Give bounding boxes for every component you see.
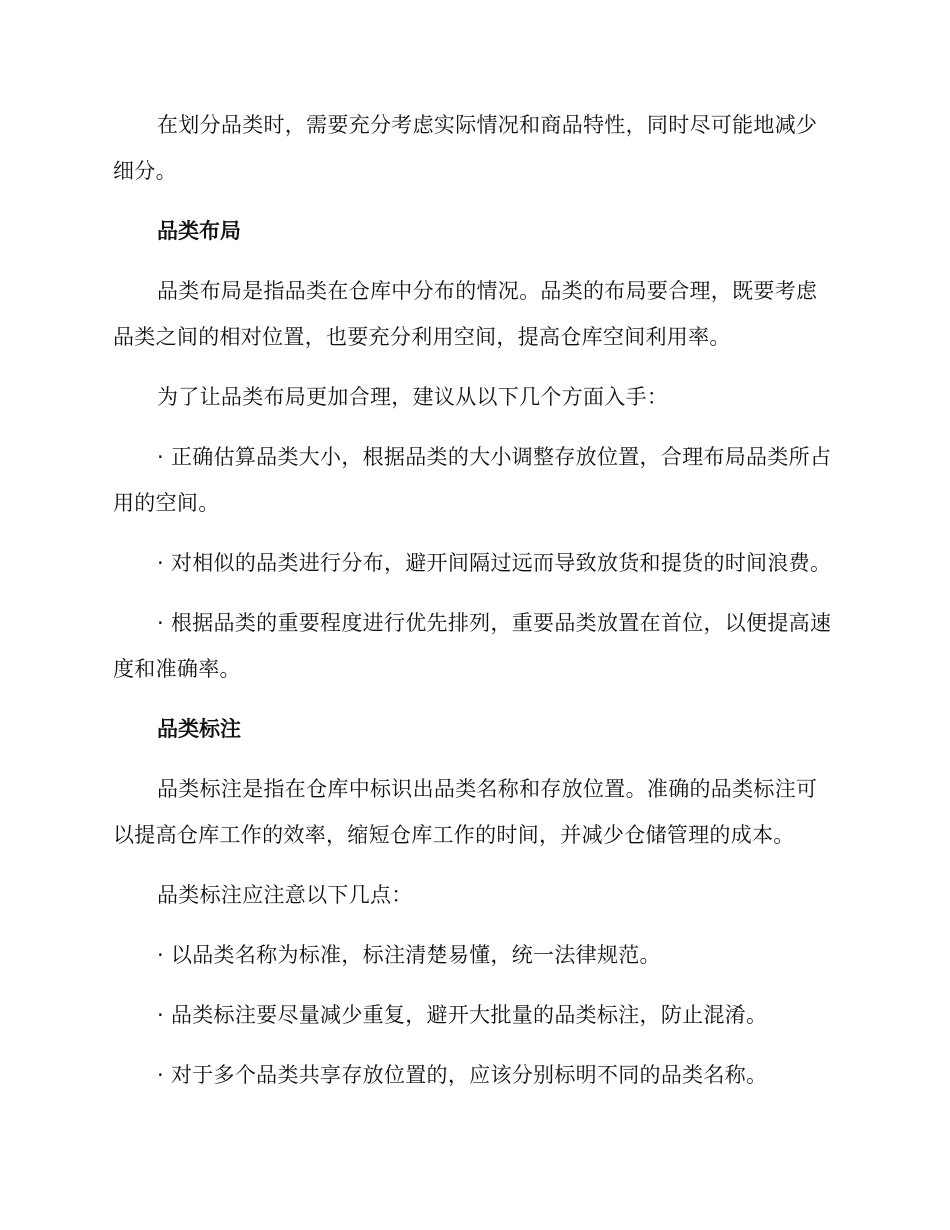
bullet-item: · 以品类名称为标准，标注清楚易懂，统一法律规范。 bbox=[157, 943, 661, 967]
paragraph: 品类标注应注意以下几点： bbox=[157, 883, 413, 907]
paragraph: 在划分品类时，需要充分考虑实际情况和商品特性，同时尽可能地减少细分。 bbox=[113, 113, 818, 183]
bullet-item: · 品类标注要尽量减少重复，避开大批量的品类标注，防止混淆。 bbox=[157, 1003, 768, 1027]
section-heading-category-labeling: 品类标注 bbox=[157, 717, 241, 741]
bullet-item: · 对于多个品类共享存放位置的，应该分别标明不同的品类名称。 bbox=[157, 1063, 768, 1087]
section-heading-category-layout: 品类布局 bbox=[157, 219, 241, 243]
paragraph: 为了让品类布局更加合理，建议从以下几个方面入手： bbox=[157, 385, 669, 409]
bullet-item: · 正确估算品类大小，根据品类的大小调整存放位置，合理布局品类所占用的空间。 bbox=[113, 445, 832, 515]
paragraph: 品类布局是指品类在仓库中分布的情况。品类的布局要合理，既要考虑品类之间的相对位置，也要充分利用空间，提高仓库空间利用率。 bbox=[113, 279, 818, 349]
paragraph: 品类标注是指在仓库中标识出品类名称和存放位置。准确的品类标注可以提高仓库工作的效率，缩短仓库工作的时间，并减少仓储管理的成本。 bbox=[113, 777, 818, 847]
bullet-item: · 根据品类的重要程度进行优先排列，重要品类放置在首位，以便提高速度和准确率。 bbox=[113, 611, 832, 681]
document-page bbox=[113, 102, 838, 1098]
bullet-item: · 对相似的品类进行分布，避开间隔过远而导致放货和提货的时间浪费。 bbox=[157, 551, 832, 575]
